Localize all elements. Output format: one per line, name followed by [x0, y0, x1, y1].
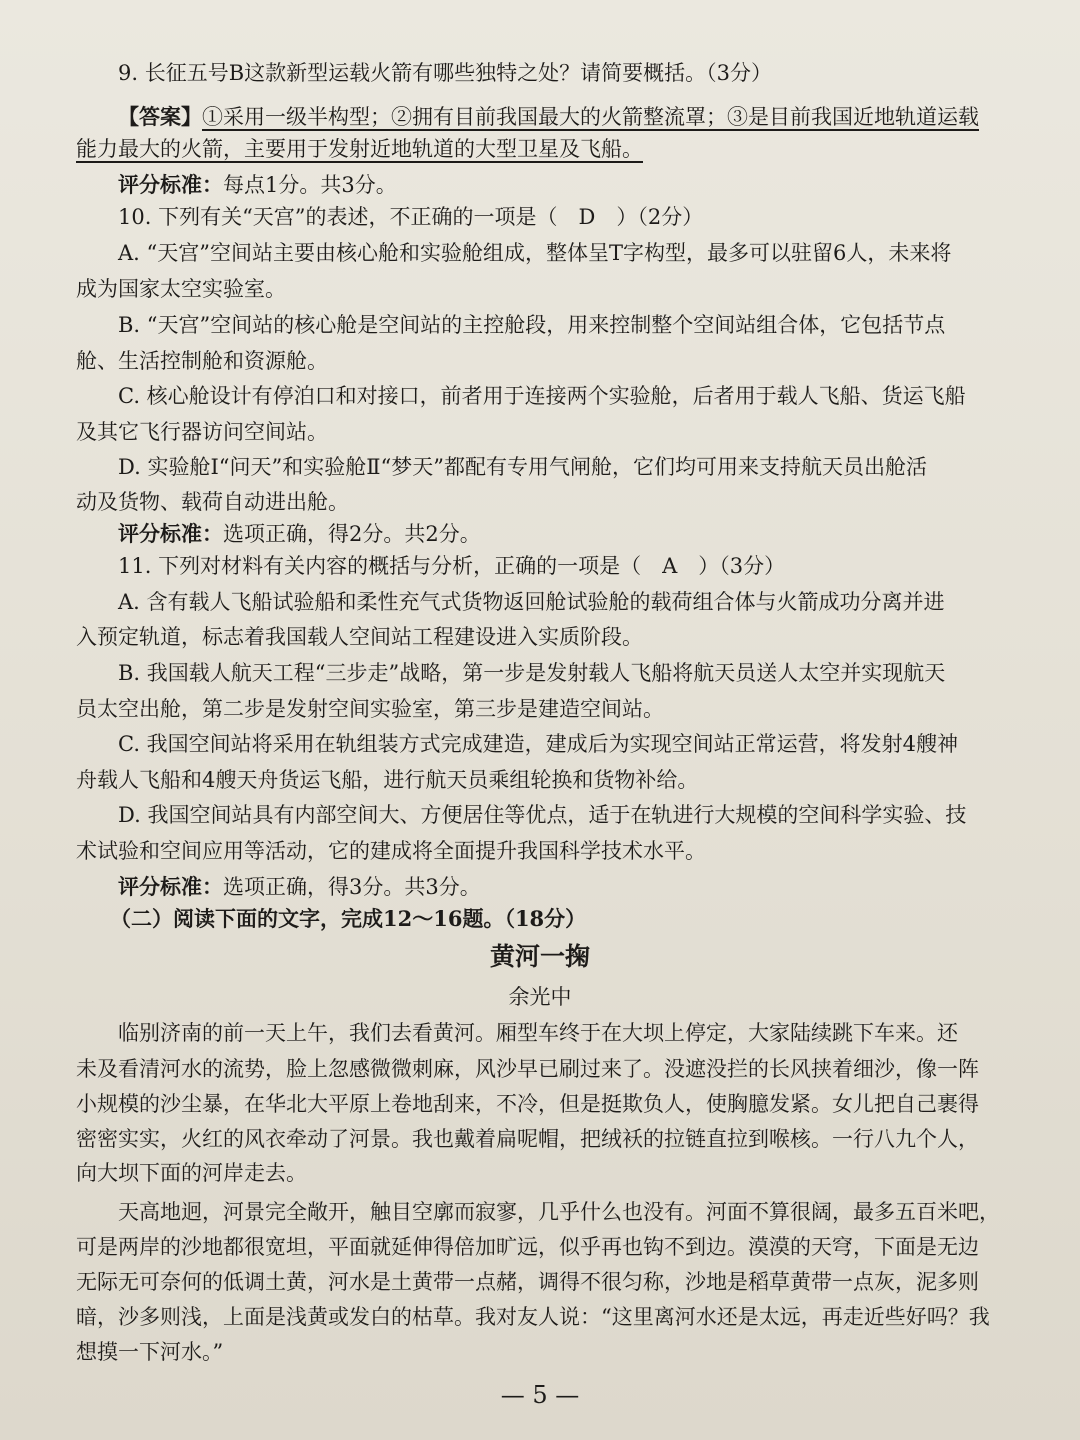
q10-option-c-cont: 及其它飞行器访问空间站。	[76, 420, 328, 444]
q9-answer-line-2	[0, 134, 1080, 164]
q9-stem: 9. 长征五号B这款新型运载火箭有哪些独特之处？请简要概括。（3分）	[118, 61, 773, 85]
passage-line: 未及看清河水的流势，脸上忽感微微刺麻，风沙早已刷过来了。没遮没拦的长风挟着细沙，像一阵	[76, 1057, 979, 1081]
page-number: — 5 —	[500, 1381, 580, 1409]
q11-option-b-cont: 员太空出舱，第二步是发射空间实验室，第三步是建造空间站。	[76, 697, 664, 721]
q11-option-d-cont: 术试验和空间应用等活动，它的建成将全面提升我国科学技术水平。	[76, 839, 706, 863]
passage-line: 无际无可奈何的低调土黄，河水是土黄带一点赭，调得不很匀称，沙地是稻草黄带一点灰，泥多则	[76, 1270, 979, 1294]
passage-line: 想摸一下河水。”	[76, 1340, 224, 1364]
answer-tag: 【答案】	[118, 104, 202, 129]
q9-scoring	[0, 170, 1080, 200]
section-heading: （二）阅读下面的文字，完成12～16题。（18分）	[110, 906, 587, 931]
q11-option-a: A. 含有载人飞船试验船和柔性充气式货物返回舱试验舱的载荷组合体与火箭成功分离并进	[118, 590, 945, 614]
q11-option-d: D. 我国空间站具有内部空间大、方便居住等优点，适于在轨进行大规模的空间科学实验、技	[118, 803, 967, 827]
passage-line: 小规模的沙尘暴，在华北大平原上卷地刮来，不冷，但是挺欺负人，使胸臆发紧。女儿把自己裹得	[76, 1092, 979, 1116]
scoring-label: 评分标准：	[118, 874, 223, 899]
q11-scoring	[0, 872, 1080, 902]
scoring-text: 选项正确，得2分。共2分。	[223, 522, 481, 546]
scoring-text: 选项正确，得3分。共3分。	[223, 875, 481, 899]
q11-option-c-cont: 舟载人飞船和4艘天舟货运飞船，进行航天员乘组轮换和货物补给。	[76, 768, 699, 792]
passage-line: 向大坝下面的河岸走去。	[76, 1161, 307, 1185]
q10-stem: 10. 下列有关“天宫”的表述，不正确的一项是（ D ）（2分）	[118, 205, 704, 229]
passage-line: 临别济南的前一天上午，我们去看黄河。厢型车终于在大坝上停定，大家陆续跳下车来。还	[118, 1021, 958, 1045]
q10-option-a-cont: 成为国家太空实验室。	[76, 277, 286, 301]
scoring-label: 评分标准：	[118, 521, 223, 546]
q10-option-a: A. “天宫”空间站主要由核心舱和实验舱组成，整体呈T字构型，最多可以驻留6人，未来将	[118, 241, 952, 265]
passage-line: 密密实实，火红的风衣牵动了河景。我也戴着扁呢帽，把绒袄的拉链直拉到喉核。一行八九个人，	[76, 1127, 979, 1151]
passage-title: 黄河一掬	[489, 942, 590, 971]
q9-answer-line-1	[0, 102, 1080, 132]
passage-line: 可是两岸的沙地都很宽坦，平面就延伸得倍加旷远，似乎再也钩不到边。漠漠的天穹，下面是无边	[76, 1235, 979, 1259]
passage-line: 暗，沙多则浅，上面是浅黄或发白的枯草。我对友人说：“这里离河水还是太远，再走近些好吗？我	[76, 1305, 990, 1329]
q11-option-a-cont: 入预定轨道，标志着我国载人空间站工程建设进入实质阶段。	[76, 625, 643, 649]
answer-text: ①采用一级半构型；②拥有目前我国最大的火箭整流罩；③是目前我国近地轨道运载	[202, 105, 979, 129]
q11-option-c: C. 我国空间站将采用在轨组装方式完成建造，建成后为实现空间站正常运营，将发射4艘神	[118, 732, 959, 756]
q10-option-d: D. 实验舱Ⅰ“问天”和实验舱Ⅱ“梦天”都配有专用气闸舱，它们均可用来支持航天员出舱活	[118, 455, 927, 479]
q10-option-b-cont: 舱、生活控制舱和资源舱。	[76, 349, 328, 373]
q10-scoring	[0, 519, 1080, 549]
answer-text: 能力最大的火箭，主要用于发射近地轨道的大型卫星及飞船。	[76, 137, 643, 161]
q10-option-d-cont: 动及货物、载荷自动进出舱。	[76, 490, 349, 514]
passage-line: 天高地迥，河景完全敞开，触目空廓而寂寥，几乎什么也没有。河面不算很阔，最多五百米吧，	[118, 1200, 1000, 1224]
q11-stem: 11. 下列对材料有关内容的概括与分析，正确的一项是（ A ）（3分）	[118, 554, 786, 578]
scoring-label: 评分标准：	[118, 172, 223, 197]
q10-option-b: B. “天宫”空间站的核心舱是空间站的主控舱段，用来控制整个空间站组合体，它包括节点	[118, 313, 946, 337]
scoring-text: 每点1分。共3分。	[223, 173, 397, 197]
q11-option-b: B. 我国载人航天工程“三步走”战略，第一步是发射载人飞船将航天员送人太空并实现航天	[118, 661, 946, 685]
passage-author: 余光中	[508, 985, 572, 1009]
q10-option-c: C. 核心舱设计有停泊口和对接口，前者用于连接两个实验舱，后者用于载人飞船、货运飞船	[118, 384, 966, 408]
